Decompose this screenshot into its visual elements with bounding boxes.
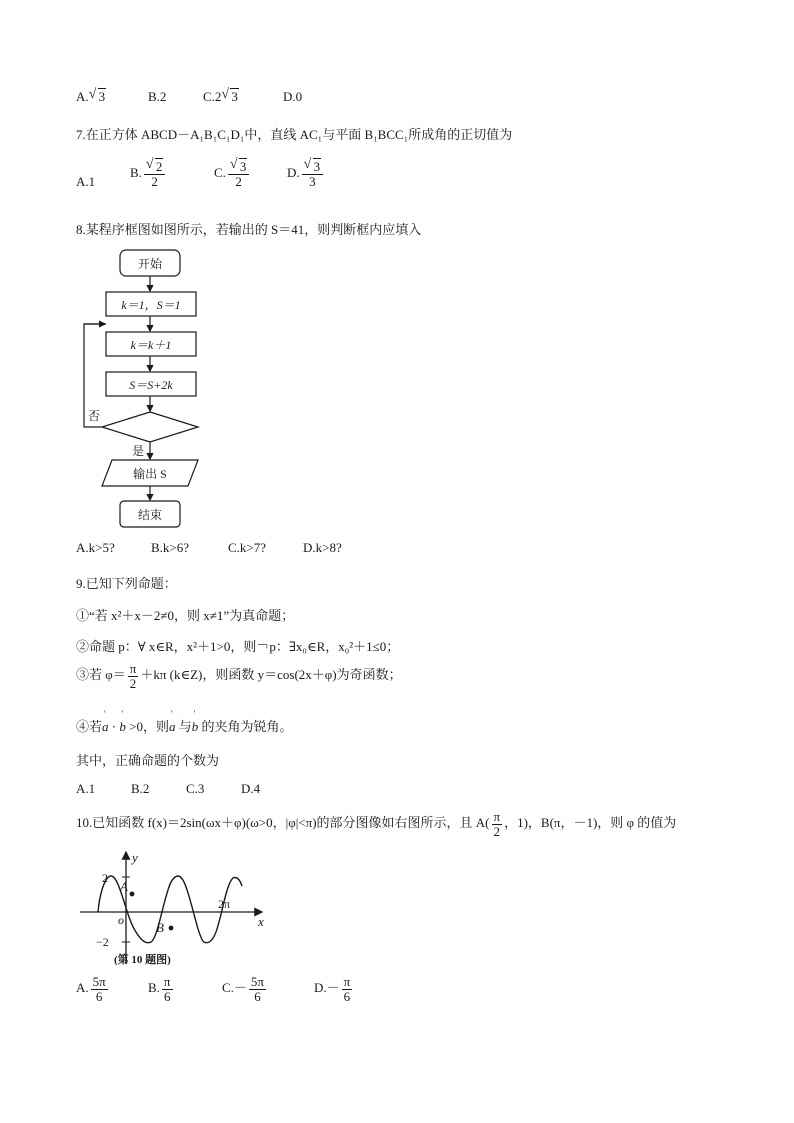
q6-option-c: C.2 √ 3 <box>203 87 238 104</box>
q10-option-a: A. $\frac{5\pi}{6}$ <box>76 974 106 1004</box>
graph-y-top-tick: 2 <box>102 871 108 885</box>
graph-point-a-label: A <box>120 879 128 894</box>
flow-step1-text: k＝k＋1 <box>130 338 172 352</box>
q9-stem: 9.已知下列命题： <box>76 576 177 591</box>
q6-option-b: B.2 <box>148 89 167 104</box>
q9-question: 其中，正确命题的个数为 <box>76 753 220 768</box>
graph-y-label: y <box>132 850 138 865</box>
point-a-dot <box>130 892 135 897</box>
q9-option-c: C.3 <box>186 781 205 796</box>
q7-option-b: B. √ 2 2 <box>130 160 167 188</box>
q10-stem: 10.已知函数 f(x)＝2sin(ωx＋φ)(ω>0，|φ|<π)的部分图像如右图所示，且 A( $\frac{\pi}{2}$ ，1)，B(π，－1)，则 φ 的值为 <box>76 809 677 839</box>
q6-option-a: A. √ 3 <box>76 87 106 104</box>
q9-option-d: D.4 <box>241 781 261 796</box>
flow-no-label: 否 <box>87 409 101 423</box>
q7-option-d: D. √ 3 3 <box>287 160 325 188</box>
graph-point-b-label: B <box>156 920 164 935</box>
q8-option-a: A.k>5? <box>76 540 115 555</box>
graph-caption: (第 10 题图) <box>114 954 171 966</box>
q10-option-d: D.－ $\frac{\pi}{6}$ <box>314 974 351 1004</box>
q6-option-d: D.0 <box>283 89 303 104</box>
q9-proposition-4: ④若' a · ' b >0，则' a 与' b 的夹角为锐角。 <box>76 716 292 735</box>
q7-option-a: A.1 <box>76 174 96 189</box>
q9-proposition-3: ③若 φ＝ $\frac{\pi}{2}$ ＋kπ (k∈Z)，则函数 y＝cos(2x＋φ)为奇函数； <box>76 661 402 691</box>
flow-step2-text: S＝S+2k <box>129 378 173 392</box>
graph-origin-label: o <box>118 913 124 927</box>
flow-end-text: 结束 <box>137 508 163 522</box>
flowchart <box>76 244 206 534</box>
q7-option-c: C. √ 3 2 <box>214 160 251 188</box>
q10-option-b: B. $\frac{\pi}{6}$ <box>148 974 171 1004</box>
q9-proposition-1: ①“若 x²＋x－2≠0，则 x≠1”为真命题； <box>76 608 295 623</box>
flow-output-text: 输出 S <box>133 467 167 481</box>
flow-decision-diamond <box>102 412 198 442</box>
q9-option-a: A.1 <box>76 781 96 796</box>
q9-proposition-2: ②命题 p：∀ x∈R，x²＋1>0，则￢p：∃x₀∈R，x₀²＋1≤0； <box>76 639 400 654</box>
graph-x-tick: 2π <box>218 897 231 911</box>
q9-option-b: B.2 <box>131 781 150 796</box>
graph-y-bottom-tick: −2 <box>96 935 109 949</box>
point-b-dot <box>169 926 174 931</box>
q7-stem: 7.在正方体 ABCD－A₁B₁C₁D₁中，直线 AC₁与平面 B₁BCC₁所成角的正切值为 <box>76 127 513 142</box>
flow-start-text: 开始 <box>137 257 163 271</box>
q10-option-c: C.－ $\frac{5\pi}{6}$ <box>222 974 264 1004</box>
q8-stem: 8.某程序框图如图所示，若输出的 S＝41，则判断框内应填入 <box>76 222 422 237</box>
q10-graph <box>76 846 276 970</box>
q8-option-d: D.k>8? <box>303 540 342 555</box>
q8-option-b: B.k>6? <box>151 540 190 555</box>
graph-x-label: x <box>258 914 264 929</box>
q8-option-c: C.k>7? <box>228 540 267 555</box>
flow-init-text: k＝1，S＝1 <box>121 298 181 312</box>
flow-yes-label: 是 <box>131 444 145 458</box>
